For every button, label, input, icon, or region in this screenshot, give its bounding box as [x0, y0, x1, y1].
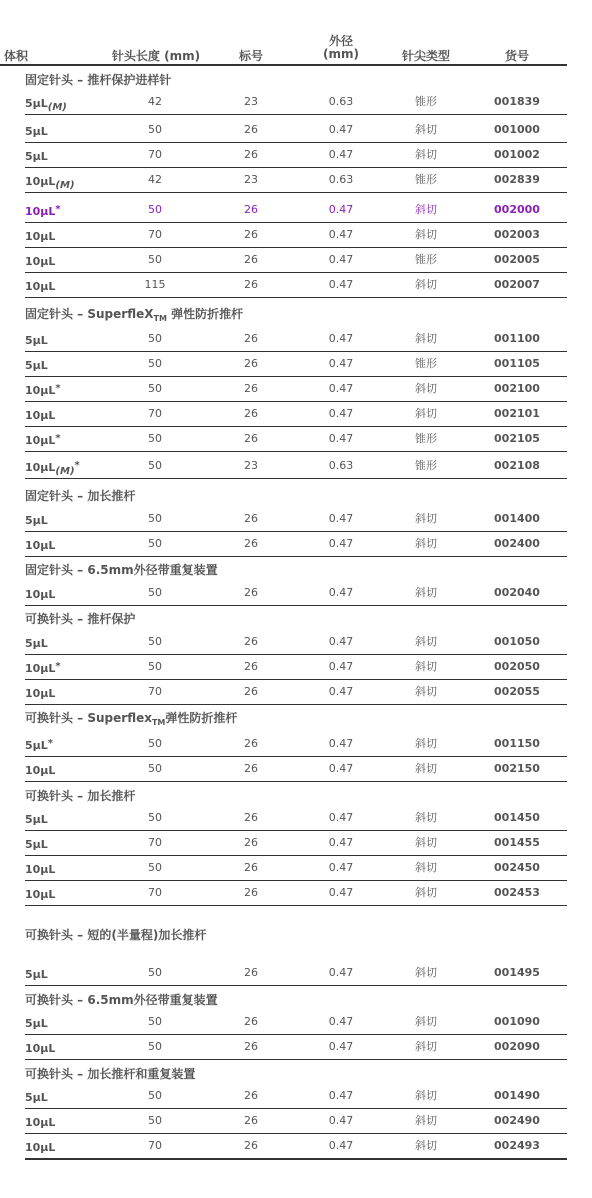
section-title-subscript: TM — [153, 314, 167, 323]
cell-tip-type: 锥形 — [415, 357, 437, 370]
cell-outer-diameter: 0.47 — [328, 203, 354, 216]
cell-outer-diameter: 0.47 — [328, 1139, 354, 1152]
cell-tip-type: 斜切 — [415, 1015, 437, 1028]
cell-outer-diameter: 0.47 — [328, 660, 354, 673]
section-title-text: 可换针头 – Superflex — [25, 711, 152, 725]
cell-outer-diameter: 0.47 — [328, 537, 354, 550]
cell-tip-type: 锥形 — [415, 459, 437, 472]
cell-catalog-no: 001100 — [494, 332, 540, 345]
cell-needle-length: 50 — [148, 1040, 162, 1053]
cell-gauge: 26 — [244, 1139, 258, 1152]
cell-gauge: 23 — [244, 173, 258, 186]
cell-gauge: 26 — [244, 737, 258, 750]
cell-outer-diameter: 0.47 — [328, 253, 354, 266]
cell-needle-length: 50 — [148, 123, 162, 136]
cell-outer-diameter: 0.47 — [328, 228, 354, 241]
table-row — [25, 248, 567, 273]
table-row — [25, 532, 567, 557]
header-volume: 体积 — [4, 49, 29, 63]
cell-needle-length: 70 — [148, 836, 162, 849]
cell-catalog-no: 002450 — [494, 861, 540, 874]
section-title-suffix: 弹性防折推杆 — [166, 307, 244, 321]
cell-outer-diameter: 0.47 — [328, 685, 354, 698]
cell-catalog-no: 002003 — [494, 228, 540, 241]
cell-volume — [25, 273, 55, 297]
cell-tip-type: 锥形 — [415, 173, 437, 186]
cell-needle-length: 50 — [148, 1114, 162, 1127]
cell-catalog-no: 002007 — [494, 278, 540, 291]
cell-gauge: 26 — [244, 148, 258, 161]
cell-tip-type: 斜切 — [415, 228, 437, 241]
volume-mark: (M) — [55, 466, 75, 477]
cell-needle-length: 50 — [148, 253, 162, 266]
cell-catalog-no: 002090 — [494, 1040, 540, 1053]
volume-value: 5µL — [25, 838, 48, 851]
section-title — [25, 787, 135, 805]
cell-tip-type: 斜切 — [415, 1139, 437, 1152]
cell-outer-diameter: 0.47 — [328, 861, 354, 874]
cell-gauge: 26 — [244, 635, 258, 648]
table-row — [25, 1109, 567, 1134]
cell-needle-length: 50 — [148, 966, 162, 979]
cell-catalog-no: 001090 — [494, 1015, 540, 1028]
volume-value: 10µL — [25, 409, 56, 422]
cell-volume — [25, 961, 48, 985]
cell-outer-diameter: 0.47 — [328, 966, 354, 979]
cell-volume — [25, 223, 55, 247]
cell-needle-length: 50 — [148, 811, 162, 824]
volume-value: 10µL — [25, 175, 56, 188]
volume-star: * — [74, 460, 80, 471]
cell-volume — [25, 831, 48, 855]
section-title — [25, 610, 135, 628]
cell-gauge: 26 — [244, 836, 258, 849]
cell-volume — [25, 198, 61, 222]
header-outer-diameter-label: 外径 — [328, 34, 353, 48]
table-row — [25, 352, 567, 377]
cell-tip-type: 斜切 — [415, 537, 437, 550]
table-row — [25, 118, 567, 143]
cell-volume — [25, 402, 55, 426]
volume-star: * — [55, 383, 61, 394]
cell-outer-diameter: 0.47 — [328, 357, 354, 370]
cell-gauge: 26 — [244, 537, 258, 550]
cell-gauge: 26 — [244, 253, 258, 266]
cell-needle-length: 50 — [148, 459, 162, 472]
cell-needle-length: 70 — [148, 148, 162, 161]
cell-tip-type: 锥形 — [415, 253, 437, 266]
cell-volume — [25, 168, 75, 192]
cell-catalog-no: 001150 — [494, 737, 540, 750]
cell-gauge: 26 — [244, 586, 258, 599]
table-row — [25, 273, 567, 298]
cell-catalog-no: 001050 — [494, 635, 540, 648]
cell-outer-diameter: 0.47 — [328, 1015, 354, 1028]
cell-catalog-no: 002055 — [494, 685, 540, 698]
volume-value: 10µL — [25, 687, 56, 700]
cell-tip-type: 斜切 — [415, 660, 437, 673]
cell-volume — [25, 1010, 48, 1034]
volume-value: 5µL — [25, 359, 48, 372]
cell-catalog-no: 001450 — [494, 811, 540, 824]
cell-tip-type: 斜切 — [415, 332, 437, 345]
cell-volume — [25, 118, 48, 142]
cell-volume — [25, 757, 55, 781]
volume-value: 10µL — [25, 888, 56, 901]
volume-value: 5µL — [25, 739, 48, 752]
cell-volume — [25, 454, 80, 478]
volume-value: 10µL — [25, 461, 56, 474]
table-row — [25, 143, 567, 168]
cell-needle-length: 50 — [148, 357, 162, 370]
cell-outer-diameter: 0.47 — [328, 332, 354, 345]
section-title — [25, 305, 243, 323]
section-title-text: 可换针头 – 推杆保护 — [25, 612, 136, 626]
table-row — [25, 1010, 567, 1035]
section-title — [25, 561, 218, 579]
cell-catalog-no: 002839 — [494, 173, 540, 186]
cell-needle-length: 70 — [148, 886, 162, 899]
cell-volume — [25, 655, 61, 679]
cell-catalog-no: 002105 — [494, 432, 540, 445]
cell-gauge: 26 — [244, 1015, 258, 1028]
cell-needle-length: 50 — [148, 861, 162, 874]
cell-volume — [25, 581, 55, 605]
cell-gauge: 26 — [244, 382, 258, 395]
cell-needle-length: 50 — [148, 660, 162, 673]
cell-catalog-no: 002453 — [494, 886, 540, 899]
volume-value: 5µL — [25, 813, 48, 826]
section-title-text: 固定针头 – 6.5mm外径带重复装置 — [25, 563, 218, 577]
cell-needle-length: 50 — [148, 1015, 162, 1028]
cell-gauge: 23 — [244, 95, 258, 108]
cell-outer-diameter: 0.47 — [328, 737, 354, 750]
section-title-text: 可换针头 – 加长推杆 — [25, 789, 136, 803]
table-row — [25, 961, 567, 986]
table-row — [25, 1035, 567, 1060]
cell-gauge: 26 — [244, 660, 258, 673]
cell-catalog-no: 002400 — [494, 537, 540, 550]
volume-star: * — [47, 738, 53, 749]
cell-gauge: 26 — [244, 278, 258, 291]
cell-catalog-no: 002101 — [494, 407, 540, 420]
volume-value: 5µL — [25, 334, 48, 347]
cell-gauge: 26 — [244, 811, 258, 824]
cell-catalog-no: 001000 — [494, 123, 540, 136]
cell-needle-length: 50 — [148, 586, 162, 599]
section-title-suffix: 弹性防折推杆 — [165, 711, 238, 725]
cell-outer-diameter: 0.47 — [328, 123, 354, 136]
header-needle-length: 针头长度 (mm) — [111, 49, 201, 63]
cell-needle-length: 50 — [148, 512, 162, 525]
cell-outer-diameter: 0.47 — [328, 1114, 354, 1127]
cell-gauge: 26 — [244, 228, 258, 241]
cell-catalog-no: 002050 — [494, 660, 540, 673]
cell-tip-type: 锥形 — [415, 95, 437, 108]
cell-catalog-no: 002000 — [494, 203, 540, 216]
volume-value: 10µL — [25, 539, 56, 552]
cell-tip-type: 斜切 — [415, 737, 437, 750]
cell-volume — [25, 881, 55, 905]
cell-gauge: 26 — [244, 861, 258, 874]
volume-star: * — [55, 661, 61, 672]
cell-outer-diameter: 0.63 — [328, 173, 354, 186]
volume-value: 5µL — [25, 1091, 48, 1104]
table-row — [25, 168, 567, 193]
cell-needle-length: 42 — [148, 173, 162, 186]
volume-value: 5µL — [25, 125, 48, 138]
cell-tip-type: 斜切 — [415, 966, 437, 979]
table-row — [25, 881, 567, 906]
cell-catalog-no: 002040 — [494, 586, 540, 599]
table-row — [25, 831, 567, 856]
cell-needle-length: 50 — [148, 332, 162, 345]
section-title — [25, 991, 218, 1009]
cell-outer-diameter: 0.47 — [328, 432, 354, 445]
cell-catalog-no: 001002 — [494, 148, 540, 161]
cell-needle-length: 70 — [148, 1139, 162, 1152]
cell-outer-diameter: 0.63 — [328, 95, 354, 108]
cell-outer-diameter: 0.47 — [328, 1089, 354, 1102]
volume-value: 10µL — [25, 588, 56, 601]
volume-value: 10µL — [25, 764, 56, 777]
section-title — [25, 1065, 195, 1083]
cell-gauge: 26 — [244, 1089, 258, 1102]
cell-gauge: 26 — [244, 762, 258, 775]
cell-gauge: 26 — [244, 407, 258, 420]
cell-outer-diameter: 0.47 — [328, 148, 354, 161]
volume-value: 5µL — [25, 97, 48, 110]
cell-volume — [25, 732, 53, 756]
volume-star: * — [55, 204, 61, 215]
cell-needle-length: 70 — [148, 685, 162, 698]
table-row — [25, 1134, 567, 1160]
cell-tip-type: 斜切 — [415, 685, 437, 698]
section-title — [25, 487, 135, 505]
table-row — [25, 757, 567, 782]
volume-value: 10µL — [25, 863, 56, 876]
cell-gauge: 26 — [244, 1114, 258, 1127]
section-title-text: 可换针头 – 加长推杆和重复装置 — [25, 1067, 196, 1081]
cell-outer-diameter: 0.47 — [328, 407, 354, 420]
cell-gauge: 26 — [244, 123, 258, 136]
cell-tip-type: 斜切 — [415, 278, 437, 291]
cell-gauge: 26 — [244, 512, 258, 525]
volume-mark: (M) — [47, 102, 67, 113]
cell-tip-type: 斜切 — [415, 1114, 437, 1127]
table-row — [25, 806, 567, 831]
section-title — [25, 709, 237, 727]
cell-outer-diameter: 0.47 — [328, 886, 354, 899]
cell-tip-type: 斜切 — [415, 512, 437, 525]
volume-value: 10µL — [25, 255, 56, 268]
volume-value: 10µL — [25, 1141, 56, 1154]
cell-tip-type: 斜切 — [415, 148, 437, 161]
table-row — [25, 402, 567, 427]
cell-outer-diameter: 0.47 — [328, 278, 354, 291]
cell-volume — [25, 1134, 55, 1158]
cell-gauge: 26 — [244, 332, 258, 345]
cell-gauge: 23 — [244, 459, 258, 472]
cell-needle-length: 70 — [148, 228, 162, 241]
section-title — [25, 926, 206, 944]
cell-tip-type: 斜切 — [415, 1089, 437, 1102]
cell-gauge: 26 — [244, 203, 258, 216]
cell-tip-type: 斜切 — [415, 382, 437, 395]
cell-needle-length: 50 — [148, 203, 162, 216]
volume-value: 5µL — [25, 150, 48, 163]
table-header — [0, 0, 567, 66]
table-row — [25, 198, 567, 223]
table-row — [25, 630, 567, 655]
volume-value: 10µL — [25, 1042, 56, 1055]
table-row — [25, 90, 567, 115]
table-row — [25, 581, 567, 606]
cell-outer-diameter: 0.47 — [328, 1040, 354, 1053]
cell-catalog-no: 002005 — [494, 253, 540, 266]
volume-value: 10µL — [25, 662, 56, 675]
cell-outer-diameter: 0.47 — [328, 836, 354, 849]
table-row — [25, 223, 567, 248]
cell-needle-length: 70 — [148, 407, 162, 420]
cell-volume — [25, 90, 67, 114]
cell-catalog-no: 002108 — [494, 459, 540, 472]
cell-gauge: 26 — [244, 966, 258, 979]
cell-gauge: 26 — [244, 1040, 258, 1053]
cell-tip-type: 斜切 — [415, 861, 437, 874]
header-outer-diameter-unit: (mm) — [323, 47, 359, 61]
cell-catalog-no: 002493 — [494, 1139, 540, 1152]
cell-tip-type: 锥形 — [415, 432, 437, 445]
cell-catalog-no: 001455 — [494, 836, 540, 849]
cell-tip-type: 斜切 — [415, 811, 437, 824]
table-row — [25, 454, 567, 479]
cell-volume — [25, 1035, 55, 1059]
section-title-text: 可换针头 – 短的(半量程)加长推杆 — [25, 928, 207, 942]
table-row — [25, 327, 567, 352]
table-row — [25, 377, 567, 402]
cell-catalog-no: 002100 — [494, 382, 540, 395]
cell-needle-length: 115 — [144, 278, 166, 291]
section-title-text: 固定针头 – 加长推杆 — [25, 489, 136, 503]
cell-outer-diameter: 0.47 — [328, 512, 354, 525]
cell-volume — [25, 427, 61, 451]
cell-catalog-no: 002150 — [494, 762, 540, 775]
cell-tip-type: 斜切 — [415, 1040, 437, 1053]
cell-needle-length: 50 — [148, 1089, 162, 1102]
cell-needle-length: 50 — [148, 762, 162, 775]
cell-outer-diameter: 0.47 — [328, 762, 354, 775]
cell-volume — [25, 327, 48, 351]
cell-needle-length: 50 — [148, 635, 162, 648]
volume-value: 10µL — [25, 384, 56, 397]
cell-volume — [25, 352, 48, 376]
cell-tip-type: 斜切 — [415, 203, 437, 216]
volume-value: 10µL — [25, 1116, 56, 1129]
cell-outer-diameter: 0.47 — [328, 635, 354, 648]
cell-volume — [25, 507, 48, 531]
cell-gauge: 26 — [244, 432, 258, 445]
cell-gauge: 26 — [244, 357, 258, 370]
volume-value: 5µL — [25, 1017, 48, 1030]
cell-volume — [25, 856, 55, 880]
cell-outer-diameter: 0.47 — [328, 382, 354, 395]
volume-value: 10µL — [25, 230, 56, 243]
cell-volume — [25, 143, 48, 167]
cell-volume — [25, 1109, 55, 1133]
cell-volume — [25, 377, 61, 401]
volume-star: * — [55, 433, 61, 444]
cell-volume — [25, 630, 48, 654]
volume-value: 10µL — [25, 280, 56, 293]
cell-volume — [25, 1084, 48, 1108]
volume-value: 10µL — [25, 434, 56, 447]
cell-gauge: 26 — [244, 886, 258, 899]
cell-tip-type: 斜切 — [415, 886, 437, 899]
table-row — [25, 732, 567, 757]
table-row — [25, 680, 567, 705]
table-row — [25, 856, 567, 881]
cell-volume — [25, 248, 55, 272]
section-title — [25, 71, 171, 89]
cell-catalog-no: 001495 — [494, 966, 540, 979]
cell-tip-type: 斜切 — [415, 635, 437, 648]
table-row — [25, 1084, 567, 1109]
header-outer-diameter — [311, 35, 371, 61]
cell-gauge: 26 — [244, 685, 258, 698]
volume-value: 5µL — [25, 637, 48, 650]
table-row — [25, 507, 567, 532]
cell-catalog-no: 001105 — [494, 357, 540, 370]
cell-volume — [25, 532, 55, 556]
volume-mark: (M) — [55, 180, 75, 191]
header-gauge: 标号 — [238, 49, 263, 63]
volume-value: 5µL — [25, 514, 48, 527]
cell-catalog-no: 002490 — [494, 1114, 540, 1127]
cell-catalog-no: 001400 — [494, 512, 540, 525]
cell-outer-diameter: 0.63 — [328, 459, 354, 472]
cell-catalog-no: 001490 — [494, 1089, 540, 1102]
cell-needle-length: 50 — [148, 432, 162, 445]
cell-tip-type: 斜切 — [415, 836, 437, 849]
cell-tip-type: 斜切 — [415, 586, 437, 599]
cell-volume — [25, 806, 48, 830]
header-tip-type: 针尖类型 — [401, 49, 450, 63]
table-row — [25, 427, 567, 452]
section-title-subscript: TM — [151, 718, 166, 727]
volume-value: 5µL — [25, 968, 48, 981]
cell-catalog-no: 001839 — [494, 95, 540, 108]
section-title-text: 固定针头 – 推杆保护进样针 — [25, 73, 172, 87]
cell-volume — [25, 680, 55, 704]
cell-outer-diameter: 0.47 — [328, 586, 354, 599]
cell-needle-length: 42 — [148, 95, 162, 108]
section-title-text: 固定针头 – SuperfleX — [25, 307, 154, 321]
cell-needle-length: 50 — [148, 537, 162, 550]
cell-needle-length: 50 — [148, 382, 162, 395]
cell-tip-type: 斜切 — [415, 123, 437, 136]
cell-needle-length: 50 — [148, 737, 162, 750]
cell-outer-diameter: 0.47 — [328, 811, 354, 824]
header-catalog-no: 货号 — [504, 49, 529, 63]
table-row — [25, 655, 567, 680]
cell-tip-type: 斜切 — [415, 407, 437, 420]
section-title-text: 可换针头 – 6.5mm外径带重复装置 — [25, 993, 218, 1007]
cell-tip-type: 斜切 — [415, 762, 437, 775]
volume-value: 10µL — [25, 205, 56, 218]
